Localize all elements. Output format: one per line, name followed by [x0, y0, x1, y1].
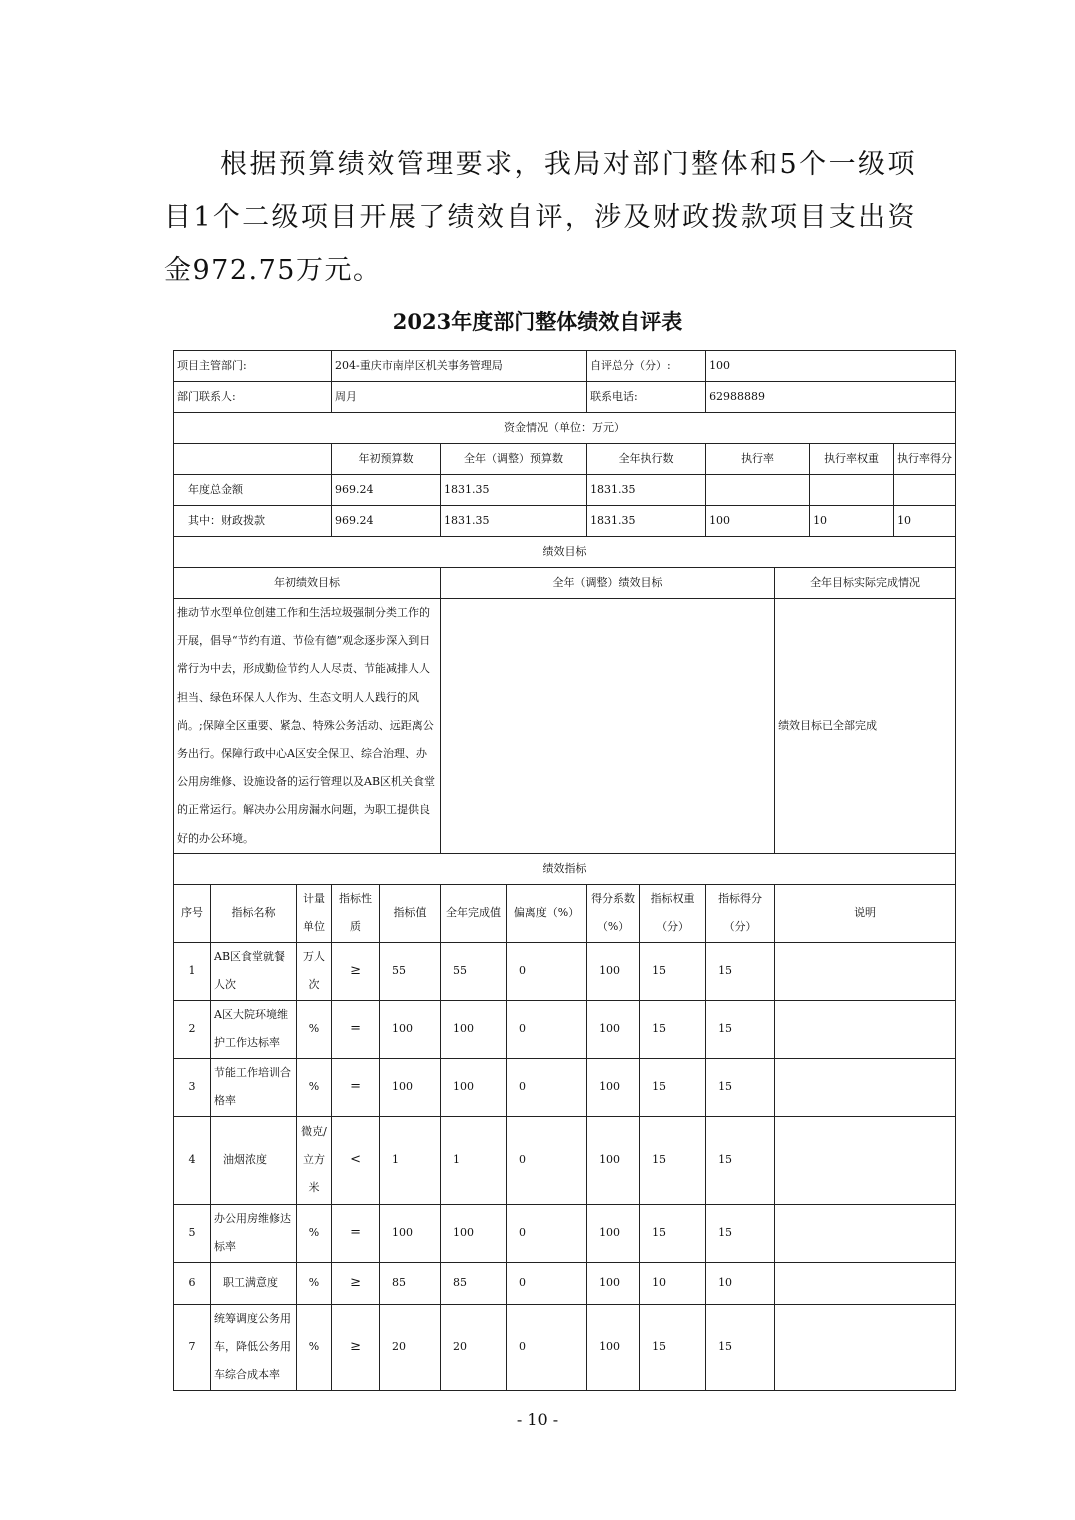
- ind-value: 100: [380, 1000, 441, 1058]
- funds-section-row: [174, 413, 956, 444]
- page-number: - 10 -: [516, 1410, 559, 1429]
- ind-name: A区大院环境维护工作达标率: [211, 1000, 297, 1058]
- contact-value: 周月: [332, 382, 587, 413]
- funds-col-score: 执行率得分: [894, 444, 956, 475]
- ind-col-nature: 指标性质: [332, 884, 380, 942]
- goals-section-row: [174, 537, 956, 568]
- ind-score: 15: [706, 942, 775, 1000]
- ind-col-unit: 计量单位: [297, 884, 332, 942]
- ind-deviation: 0: [507, 1304, 587, 1390]
- ind-col-coef: 得分系数（%）: [587, 884, 640, 942]
- ind-deviation: 0: [507, 1204, 587, 1262]
- goals-col-actual: 全年目标实际完成情况: [775, 568, 956, 599]
- funds-row-score: 10: [894, 506, 956, 537]
- funds-row: [174, 506, 956, 537]
- ind-completed: 1: [441, 1116, 507, 1204]
- funds-row-initial: 969.24: [332, 506, 441, 537]
- ind-coef: 100: [587, 1000, 640, 1058]
- ind-nature: =: [332, 1058, 380, 1116]
- ind-completed: 20: [441, 1304, 507, 1390]
- ind-unit: %: [297, 1000, 332, 1058]
- ind-value: 100: [380, 1204, 441, 1262]
- ind-note: [775, 1304, 956, 1390]
- ind-col-value: 指标值: [380, 884, 441, 942]
- ind-score: 15: [706, 1058, 775, 1116]
- ind-weight: 15: [640, 1204, 706, 1262]
- ind-coef: 100: [587, 1058, 640, 1116]
- indicators-header-row: [174, 884, 956, 942]
- goals-content-row: [174, 599, 956, 854]
- indicators-section-row: [174, 853, 956, 884]
- ind-coef: 100: [587, 1204, 640, 1262]
- ind-coef: 100: [587, 942, 640, 1000]
- ind-deviation: 0: [507, 1116, 587, 1204]
- ind-completed: 100: [441, 1204, 507, 1262]
- ind-unit: %: [297, 1058, 332, 1116]
- ind-nature: ≥: [332, 1262, 380, 1304]
- ind-note: [775, 1058, 956, 1116]
- table-row: [174, 1058, 956, 1116]
- funds-header-row: [174, 444, 956, 475]
- ind-value: 100: [380, 1058, 441, 1116]
- funds-row-adjusted: 1831.35: [441, 506, 587, 537]
- ind-score: 15: [706, 1000, 775, 1058]
- table-row: [174, 1116, 956, 1204]
- funds-col-adjusted: 全年（调整）预算数: [441, 444, 587, 475]
- ind-score: 15: [706, 1204, 775, 1262]
- ind-score: 10: [706, 1262, 775, 1304]
- funds-row-weight: [810, 475, 894, 506]
- ind-name: 职工满意度: [211, 1262, 297, 1304]
- funds-row-label: 其中：财政拨款: [174, 506, 332, 537]
- ind-note: [775, 1204, 956, 1262]
- funds-col-weight: 执行率权重: [810, 444, 894, 475]
- ind-col-weight: 指标权重（分）: [640, 884, 706, 942]
- ind-col-seq: 序号: [174, 884, 211, 942]
- ind-seq: 1: [174, 942, 211, 1000]
- ind-weight: 15: [640, 1058, 706, 1116]
- ind-name: 统筹调度公务用车，降低公务用车综合成本率: [211, 1304, 297, 1390]
- ind-completed: 100: [441, 1000, 507, 1058]
- ind-unit: 微克/立方米: [297, 1116, 332, 1204]
- ind-weight: 15: [640, 1304, 706, 1390]
- ind-note: [775, 1000, 956, 1058]
- dept-label: 项目主管部门:: [174, 351, 332, 382]
- ind-value: 55: [380, 942, 441, 1000]
- phone-label: 联系电话:: [587, 382, 706, 413]
- ind-name: 油烟浓度: [211, 1116, 297, 1204]
- ind-col-name: 指标名称: [211, 884, 297, 942]
- ind-deviation: 0: [507, 1058, 587, 1116]
- ind-col-note: 说明: [775, 884, 956, 942]
- table-title: 2023年度部门整体绩效自评表: [392, 309, 683, 334]
- ind-value: 85: [380, 1262, 441, 1304]
- ind-note: [775, 1262, 956, 1304]
- funds-row-executed: 1831.35: [587, 475, 706, 506]
- ind-weight: 15: [640, 1116, 706, 1204]
- header-row-dept: [174, 351, 956, 382]
- goals-initial-text: 推动节水型单位创建工作和生活垃圾强制分类工作的开展，倡导“节约有道、节俭有德”观念逐步深入到日常行为中去，形成勤俭节约人人尽责、节能减排人人担当、绿色环保人人作为、生态文明人人践行的风尚。;保障全区重要、紧急、特殊公务活动、远距离公务出行。保障行政中心A区安全保卫、综合治理、办公用房维修、设施设备的运行管理以及AB区机关食堂的正常运行。解决办公用房漏水问题，为职工提供良好的办公环境。: [174, 599, 441, 854]
- ind-nature: ≥: [332, 942, 380, 1000]
- funds-row-executed: 1831.35: [587, 506, 706, 537]
- ind-seq: 7: [174, 1304, 211, 1390]
- funds-row-adjusted: 1831.35: [441, 475, 587, 506]
- dept-value: 204-重庆市南岸区机关事务管理局: [332, 351, 587, 382]
- ind-score: 15: [706, 1116, 775, 1204]
- ind-coef: 100: [587, 1262, 640, 1304]
- funds-row-rate: [706, 475, 810, 506]
- funds-row-score: [894, 475, 956, 506]
- funds-row-initial: 969.24: [332, 475, 441, 506]
- ind-weight: 15: [640, 942, 706, 1000]
- ind-weight: 15: [640, 1000, 706, 1058]
- ind-seq: 3: [174, 1058, 211, 1116]
- ind-deviation: 0: [507, 942, 587, 1000]
- ind-name: AB区食堂就餐人次: [211, 942, 297, 1000]
- funds-header-blank: [174, 444, 332, 475]
- ind-coef: 100: [587, 1116, 640, 1204]
- ind-seq: 4: [174, 1116, 211, 1204]
- table-row: [174, 942, 956, 1000]
- goals-col-adjusted: 全年（调整）绩效目标: [441, 568, 775, 599]
- ind-col-score: 指标得分（分）: [706, 884, 775, 942]
- funds-section-title: 资金情况（单位：万元）: [174, 413, 956, 444]
- header-row-contact: [174, 382, 956, 413]
- phone-value: 62988889: [706, 382, 956, 413]
- goals-actual-text: 绩效目标已全部完成: [775, 599, 956, 854]
- ind-unit: %: [297, 1304, 332, 1390]
- ind-deviation: 0: [507, 1262, 587, 1304]
- goals-section-title: 绩效目标: [174, 537, 956, 568]
- funds-row-rate: 100: [706, 506, 810, 537]
- indicators-section-title: 绩效指标: [174, 853, 956, 884]
- funds-row-weight: 10: [810, 506, 894, 537]
- ind-deviation: 0: [507, 1000, 587, 1058]
- ind-seq: 6: [174, 1262, 211, 1304]
- ind-name: 节能工作培训合格率: [211, 1058, 297, 1116]
- funds-col-initial: 年初预算数: [332, 444, 441, 475]
- ind-completed: 100: [441, 1058, 507, 1116]
- score-value: 100: [706, 351, 956, 382]
- ind-col-deviation: 偏离度（%）: [507, 884, 587, 942]
- ind-weight: 10: [640, 1262, 706, 1304]
- score-label: 自评总分（分）:: [587, 351, 706, 382]
- ind-completed: 85: [441, 1262, 507, 1304]
- ind-seq: 5: [174, 1204, 211, 1262]
- table-row: [174, 1000, 956, 1058]
- ind-unit: 万人次: [297, 942, 332, 1000]
- intro-paragraph: 根据预算绩效管理要求，我局对部门整体和5个一级项目1个二级项目开展了绩效自评，涉及财政拨款项目支出资金972.75万元。: [164, 149, 916, 286]
- ind-value: 1: [380, 1116, 441, 1204]
- funds-col-rate: 执行率: [706, 444, 810, 475]
- table-row: [174, 1262, 956, 1304]
- table-row: [174, 1204, 956, 1262]
- funds-col-executed: 全年执行数: [587, 444, 706, 475]
- evaluation-table: [173, 350, 956, 1391]
- ind-unit: %: [297, 1204, 332, 1262]
- ind-nature: =: [332, 1204, 380, 1262]
- contact-label: 部门联系人:: [174, 382, 332, 413]
- goals-adjusted-text: [441, 599, 775, 854]
- funds-row-label: 年度总金额: [174, 475, 332, 506]
- table-row: [174, 1304, 956, 1390]
- ind-note: [775, 942, 956, 1000]
- ind-seq: 2: [174, 1000, 211, 1058]
- ind-nature: =: [332, 1000, 380, 1058]
- goals-header-row: [174, 568, 956, 599]
- ind-nature: <: [332, 1116, 380, 1204]
- ind-col-completed: 全年完成值: [441, 884, 507, 942]
- goals-col-initial: 年初绩效目标: [174, 568, 441, 599]
- ind-value: 20: [380, 1304, 441, 1390]
- ind-note: [775, 1116, 956, 1204]
- ind-nature: ≥: [332, 1304, 380, 1390]
- ind-unit: %: [297, 1262, 332, 1304]
- ind-completed: 55: [441, 942, 507, 1000]
- ind-coef: 100: [587, 1304, 640, 1390]
- ind-name: 办公用房维修达标率: [211, 1204, 297, 1262]
- funds-row: [174, 475, 956, 506]
- ind-score: 15: [706, 1304, 775, 1390]
